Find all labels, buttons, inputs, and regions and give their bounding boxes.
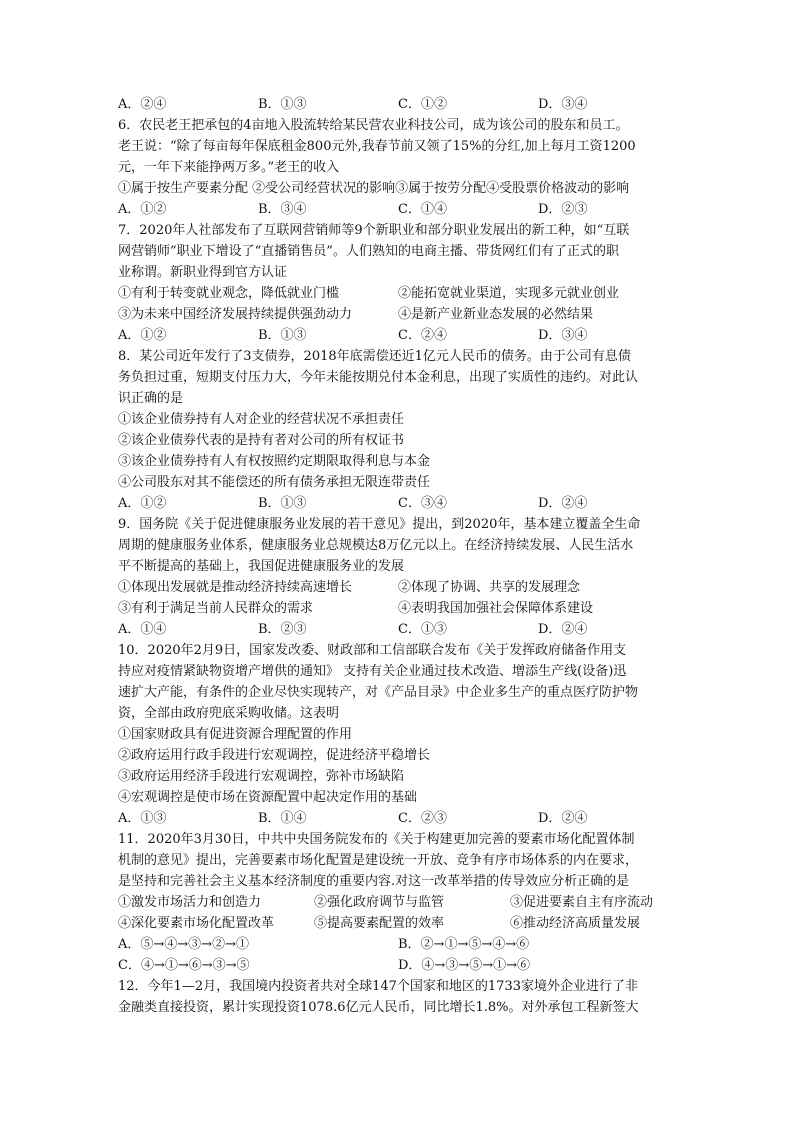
q9-line: 周期的健康服务业体系，健康服务业总规模达8万亿元以上。在经济持续发展、人民生活水 [118,538,634,553]
q12-line: 金融类直接投资，累计实现投资1078.6亿元人民币，同比增长1.8%。对外承包工程新签大 [118,1000,639,1015]
q12-line: 12．今年1—2月，我国境内投资者共对全球147个国家和地区的1733家境外企业进行了非 [118,979,638,994]
q5-options [118,94,678,115]
q6-statements: ①属于按生产要素分配 ②受公司经营状况的影响③属于按劳分配④受股票价格波动的影响 [118,181,630,196]
q11-statement-3: ③促进要素自主有序流动 [510,895,654,910]
q7-statement-1: ①有利于转变就业观念，降低就业门槛 [118,286,340,301]
q10-line: 资，全部由政府兜底采购收储。这表明 [118,706,340,721]
q10-statement-1: ①国家财政具有促进资源合理配置的作用 [118,727,353,742]
q7-line: 业称谓。新职业得到官方认证 [118,265,288,280]
q9-statement-row [118,577,678,598]
q9-option-b[interactable]: B．②③ [258,622,307,637]
q10-option-a[interactable]: A．①③ [118,811,167,826]
q11-statement-2: ②强化政府调节与监管 [314,895,445,910]
q10-options [118,808,678,829]
q8-line: 识正确的是 [118,391,184,406]
q11-statement-row [118,892,678,913]
q9-statement-4: ④表明我国加强社会保障体系建设 [398,601,594,616]
q6-option-a[interactable]: A．①② [118,202,167,217]
q11-line: 11．2020年3月30日，中共中央国务院发布的《关于构建更加完善的要素市场化配置体制 [118,832,635,847]
q10-statement-2: ②政府运用行政手段进行宏观调控，促进经济平稳增长 [118,748,431,763]
q5-option-d[interactable]: D．③④ [538,97,588,112]
q10-line: 速扩大产能，有条件的企业尽快实现转产，对《产品目录》中企业多生产的重点医疗防护物 [118,685,639,700]
q8-statement-2: ②该企业债券代表的是持有者对公司的所有权证书 [118,433,405,448]
exam-page [118,94,678,1018]
q7-statement-row [118,304,678,325]
question-8 [118,346,678,514]
q5-option-c[interactable]: C．①② [398,97,447,112]
question-9 [118,514,678,640]
q11-option-b[interactable]: B．②→①→⑤→④→⑥ [398,937,530,952]
q9-option-d[interactable]: D．②④ [538,622,588,637]
q5-option-b[interactable]: B．①③ [258,97,307,112]
q7-option-b[interactable]: B．①③ [258,328,307,343]
q6-option-d[interactable]: D．②③ [538,202,588,217]
question-7 [118,220,678,346]
q7-option-a[interactable]: A．①② [118,328,167,343]
q7-statement-2: ②能拓宽就业渠道，实现多元就业创业 [398,286,620,301]
q9-statement-3: ③有利于满足当前人民群众的需求 [118,601,314,616]
q10-line: 10．2020年2月9日，国家发改委、财政部和工信部联合发布《关于发挥政府储备作用支 [118,643,627,658]
q11-option-c[interactable]: C．④→①→⑥→③→⑤ [118,958,250,973]
q11-options [118,934,678,955]
q8-option-b[interactable]: B．①③ [258,496,307,511]
q9-options [118,619,678,640]
q9-line: 9．国务院《关于促进健康服务业发展的若干意见》提出，到2020年，基本建立覆盖全生命 [118,517,641,532]
q8-statement-1: ①该企业债券持有人对企业的经营状况不承担责任 [118,412,405,427]
q11-statement-5: ⑤提高要素配置的效率 [314,916,445,931]
q10-option-c[interactable]: C．②③ [398,811,447,826]
q7-line: 7．2020年人社部发布了互联网营销师等9个新职业和部分职业发展出的新工种，如“互联 [118,223,630,238]
q11-statement-4: ④深化要素市场化配置改革 [118,916,275,931]
q9-option-a[interactable]: A．①④ [118,622,167,637]
q9-statement-1: ①体现出发展就是推动经济持续高速增长 [118,580,353,595]
q8-options [118,493,678,514]
q8-option-c[interactable]: C．③④ [398,496,447,511]
q8-line: 8．某公司近年发行了3支债券，2018年底需偿还近1亿元人民币的债务。由于公司有息债 [118,349,631,364]
q8-option-d[interactable]: D．②④ [538,496,588,511]
q9-line: 平不断提高的基础上，我国促进健康服务业的发展 [118,559,405,574]
q6-line: 6．农民老王把承包的4亩地入股流转给某民营农业科技公司，成为该公司的股东和员工。 [118,118,629,133]
q7-option-d[interactable]: D．③④ [538,328,588,343]
q10-option-b[interactable]: B．①④ [258,811,307,826]
q11-statement-row [118,913,678,934]
q11-option-a[interactable]: A．⑤→④→③→②→① [118,937,249,952]
q8-statement-3: ③该企业债券持有人有权按照约定期限取得利息与本金 [118,454,431,469]
question-12 [118,976,678,1018]
q11-statement-1: ①激发市场活力和创造力 [118,895,262,910]
question-6 [118,115,678,220]
q6-line: 老王说：“除了每亩每年保底租金800元外,我春节前又领了15%的分红,加上每月工资1200 [118,139,636,154]
q11-option-d[interactable]: D．④→③→⑤→①→⑥ [398,958,530,973]
q6-line: 元，一年下来能挣两万多。”老王的收入 [118,160,340,175]
q10-statement-3: ③政府运用经济手段进行宏观调控，弥补市场缺陷 [118,769,405,784]
q6-options [118,199,678,220]
question-11 [118,829,678,976]
q11-options [118,955,678,976]
q11-line: 机制的意见》提出，完善要素市场化配置是建设统一开放、竞争有序市场体系的内在要求， [118,853,639,868]
q8-line: 务负担过重，短期支付压力大，今年未能按期兑付本金利息，出现了实质性的违约。对此认 [118,370,639,385]
q6-option-c[interactable]: C．①④ [398,202,447,217]
q7-statement-4: ④是新产业新业态发展的必然结果 [398,307,594,322]
q9-statement-row [118,598,678,619]
q7-option-c[interactable]: C．②④ [398,328,447,343]
q11-line: 是坚持和完善社会主义基本经济制度的重要内容.对这一改革举措的传导效应分析正确的是 [118,874,630,889]
q5-option-a[interactable]: A．②④ [118,97,167,112]
q10-line: 持应对疫情紧缺物资增产增供的通知》 支持有关企业通过技术改造、增添生产线(设备)迅 [118,664,627,679]
q8-statement-4: ④公司股东对其不能偿还的所有债务承担无限连带责任 [118,475,431,490]
q6-option-b[interactable]: B．③④ [258,202,307,217]
q10-statement-4: ④宏观调控是使市场在资源配置中起决定作用的基础 [118,790,418,805]
q9-option-c[interactable]: C．①③ [398,622,447,637]
q9-statement-2: ②体现了协调、共享的发展理念 [398,580,581,595]
q8-option-a[interactable]: A．①② [118,496,167,511]
q7-statement-3: ③为未来中国经济发展持续提供强劲动力 [118,307,353,322]
q11-statement-6: ⑥推动经济高质量发展 [510,916,641,931]
q7-line: 网营销师”职业下增设了“直播销售员”。人们熟知的电商主播、带货网红们有了正式的职 [118,244,619,259]
q7-statement-row [118,283,678,304]
q10-option-d[interactable]: D．②④ [538,811,588,826]
q7-options [118,325,678,346]
question-10 [118,640,678,829]
